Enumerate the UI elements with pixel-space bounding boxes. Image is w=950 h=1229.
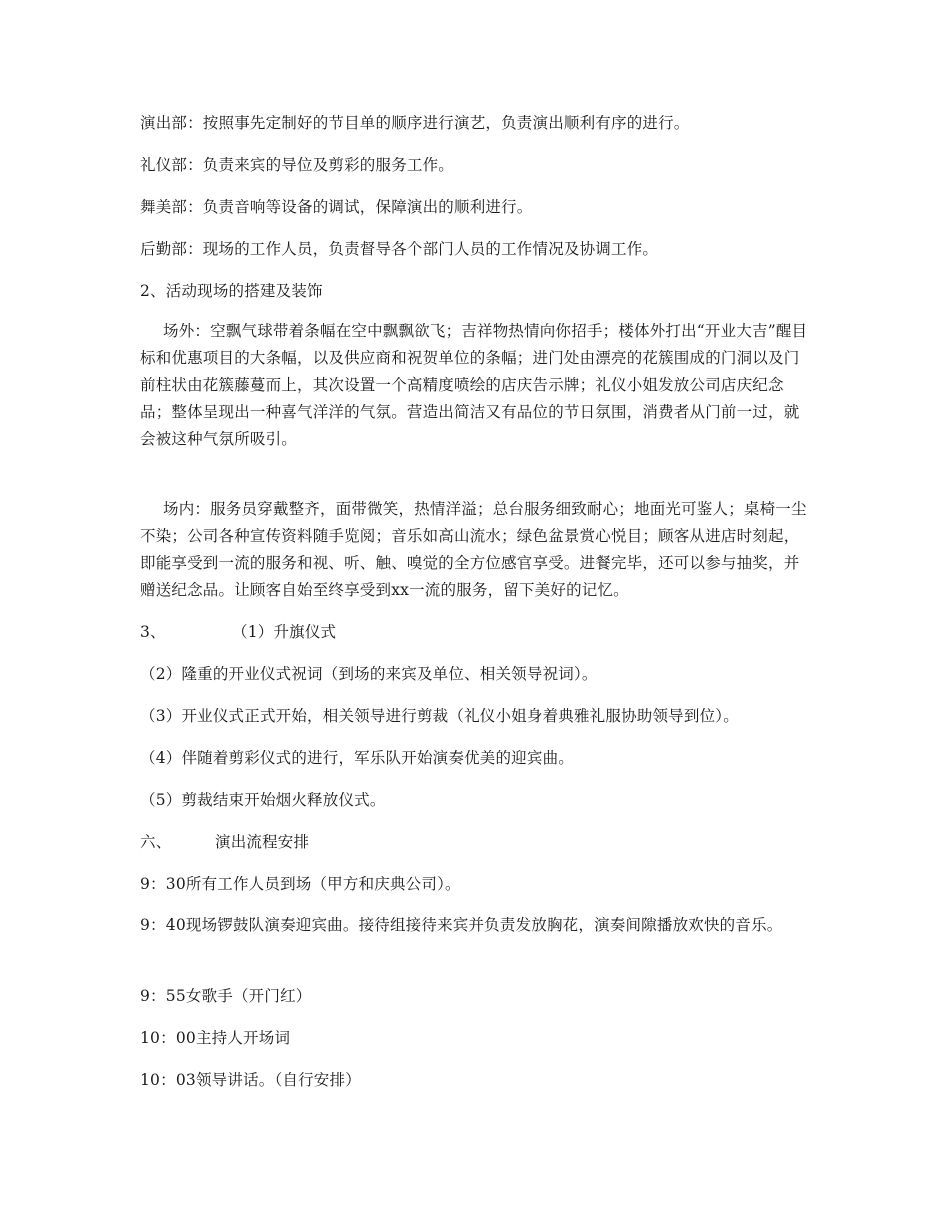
list-number: 3、: [140, 623, 166, 641]
paragraph-outdoor-decoration: 场外：空飘气球带着条幅在空中飘飘欲飞；吉祥物热情向你招手；楼体外打出“开业大吉”醒目标和优惠项目的大条幅，以及供应商和祝贺单位的条幅；进门处由漂亮的花簇围成的门洞以及门前柱状由花簇藤蔓而上，其次设置一个高精度喷绘的店庆告示牌；礼仪小姐发放公司店庆纪念品；整体呈现出一种喜气洋洋的气氛。营造出简洁又有品位的节日氛围，消费者从门前一过，就会被这种气氛所吸引。: [140, 322, 808, 448]
list-item-fireworks: （5）剪裁结束开始烟火释放仪式。: [140, 791, 386, 809]
paragraph-stage-dept: 舞美部：负责音响等设备的调试，保障演出的顺利进行。: [140, 198, 533, 216]
section-heading-venue-setup: 2、活动现场的搭建及装饰: [140, 282, 323, 300]
paragraph-logistics-dept: 后勤部：现场的工作人员，负责督导各个部门人员的工作情况及协调工作。: [140, 240, 659, 258]
list-item-ribbon-cutting: （3）开业仪式正式开始，相关领导进行剪裁（礼仪小姐身着典雅礼服协助领导到位）。: [140, 707, 739, 725]
schedule-item-0940: 9：40现场锣鼓队演奏迎宾曲。接待组接待来宾并负责发放胸花，演奏间隙播放欢快的音乐。: [140, 916, 783, 934]
section-number: 六、: [140, 833, 172, 851]
schedule-item-0930: 9：30所有工作人员到场（甲方和庆典公司）。: [140, 875, 461, 893]
list-item-flag-ceremony: [140, 621, 336, 643]
schedule-item-1000: 10：00主持人开场词: [140, 1029, 291, 1047]
schedule-item-1003: 10：03领导讲话。（自行安排）: [140, 1071, 361, 1089]
list-item-text: （1）升旗仪式: [232, 623, 337, 641]
schedule-item-0955: 9：55女歌手（开门红）: [140, 987, 312, 1005]
list-item-opening-speech: （2）隆重的开业仪式祝词（到场的来宾及单位、相关领导祝词）。: [140, 665, 598, 683]
paragraph-performance-dept: 演出部：按照事先定制好的节目单的顺序进行演艺，负责演出顺利有序的进行。: [140, 114, 690, 132]
section-title: 演出流程安排: [215, 833, 310, 851]
paragraph-etiquette-dept: 礼仪部：负责来宾的导位及剪彩的服务工作。: [140, 156, 455, 174]
list-item-military-band: （4）伴随着剪彩仪式的进行，军乐队开始演奏优美的迎宾曲。: [140, 749, 574, 767]
paragraph-indoor-decoration: 场内：服务员穿戴整齐，面带微笑，热情洋溢；总台服务细致耐心；地面光可鉴人；桌椅一尘不染；公司各种宣传资料随手览阅；音乐如高山流水；绿色盆景赏心悦目；顾客从进店时刻起，即能享受到一流的服务和视、听、触、嗅觉的全方位感官享受。进餐完毕，还可以参与抽奖，并赠送纪念品。让顾客自始至终享受到xx一流的服务，留下美好的记忆。: [140, 500, 807, 599]
section-heading-program-schedule: [140, 831, 309, 853]
